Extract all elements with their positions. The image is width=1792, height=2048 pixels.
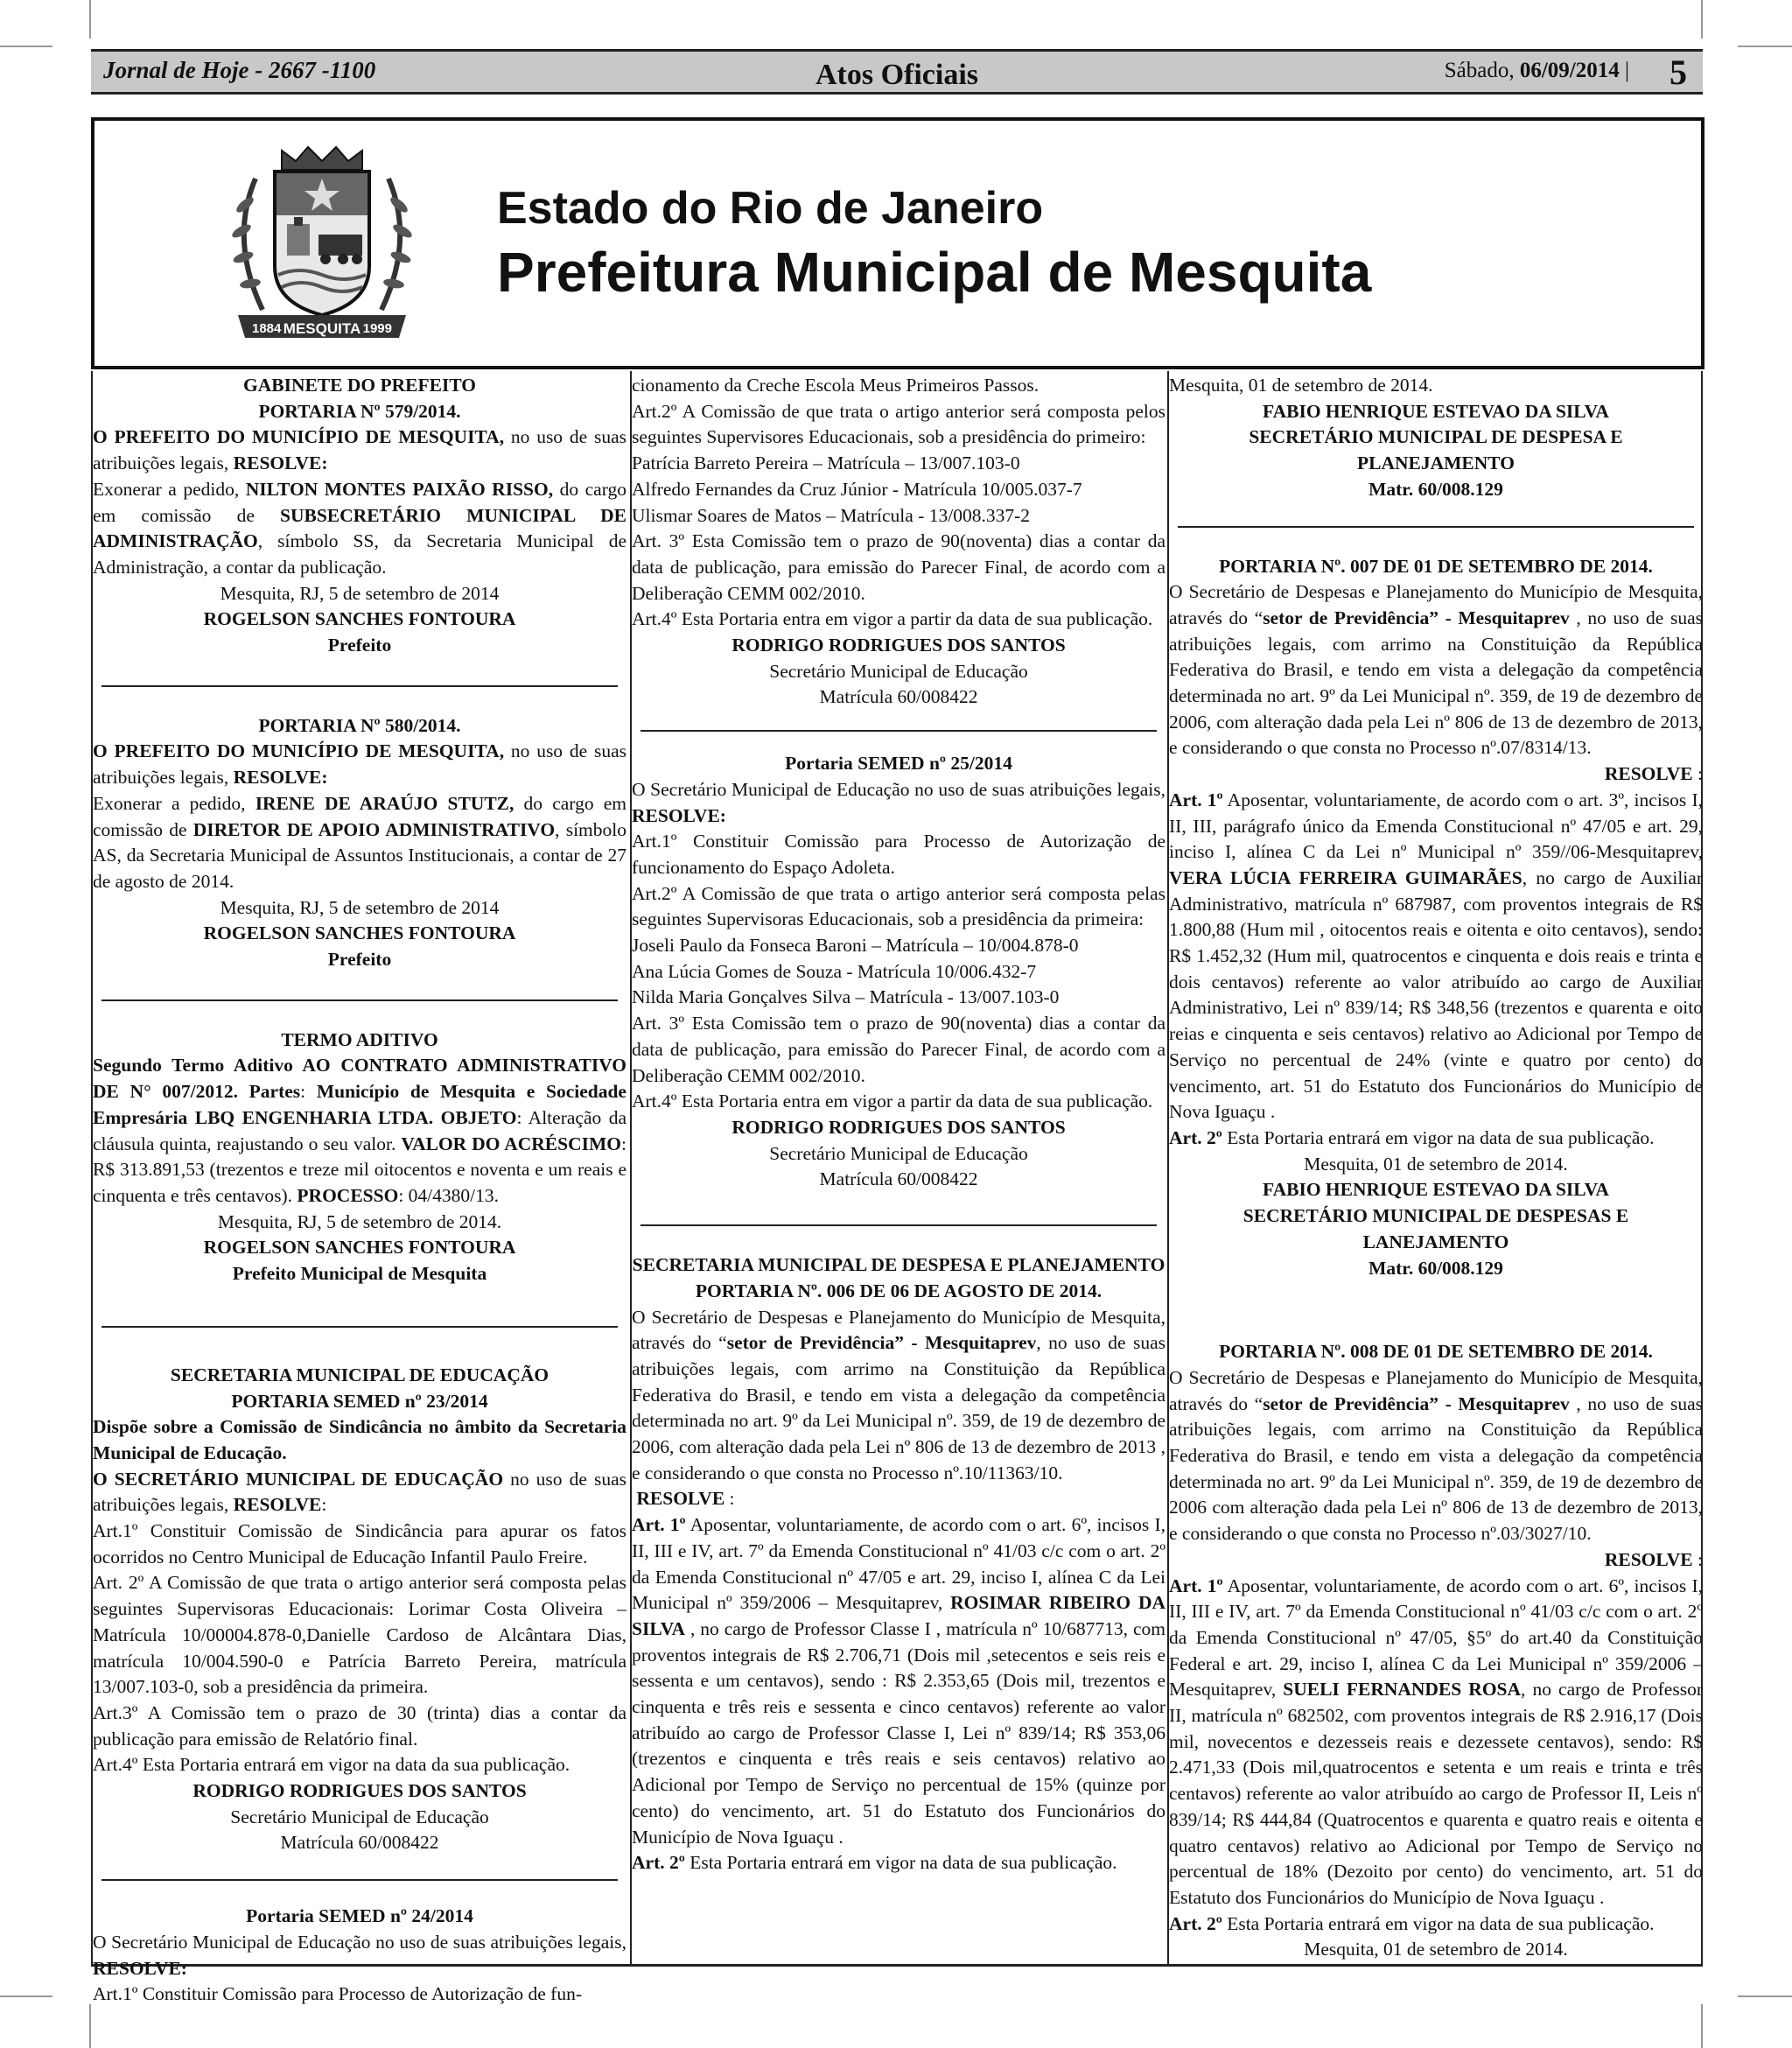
- act-title: PORTARIA SEMED nº 23/2014: [231, 1390, 488, 1412]
- crop-mark: [89, 0, 91, 39]
- act-article: Art. 2º A Comissão de que trata o artigo anterior será composta pelas seguintes Supervisoras Educacionais: Lorimar Costa Oliveira – Matrícula 10/00004.878-0,Danielle Cardoso de Alcântara Dias, matrícula 10/004.590-0 e Patrícia Barreto Pereira, matrícula 13/007.103-0, sob a presidência da primeira.: [93, 1572, 626, 1698]
- act-article: Art.4º Esta Portaria entrará em vigor na data da sua publicação.: [93, 1754, 570, 1776]
- section-org: SECRETARIA MUNICIPAL DE DESPESA E PLANEJAMENTO: [632, 1254, 1166, 1276]
- act-place: Mesquita, RJ, 5 de setembro de 2014.: [217, 1210, 502, 1232]
- act-matricula: Matrícula 60/008422: [280, 1832, 439, 1854]
- act-matricula: Matrícula 60/008422: [819, 1168, 978, 1190]
- act-role: SECRETÁRIO MUNICIPAL DE DESPESA E PLANEJAMENTO: [1249, 426, 1623, 474]
- act-signatory: ROGELSON SANCHES FONTOURA: [203, 1237, 516, 1259]
- act-intro: O SECRETÁRIO MUNICIPAL DE EDUCAÇÃO no uso de suas atribuições legais, RESOLVE:: [93, 1468, 626, 1516]
- municipal-crest-icon: [220, 144, 424, 341]
- act-article: Art. 1º Aposentar, voluntariamente, de acordo com o art. 6º, incisos I, II, III e IV, art. 7º da Emenda Constitucional nº 41/03 c/c com o art. 2º da Emenda Constitucional nº 47/05 e art. 29, inciso I, alínea C da Lei Municipal nº 359/2006 – Mesquitaprev, ROSIMAR RIBEIRO DA SILVA , no cargo de Professor Classe I , matrícula nº 10/687713, com proventos integrais de R$ 2.706,71 (Dois mil ,setecentos e seis reis e sessenta e um centavos), sendo : R$ 2.353,65 (Dois mil, trezentos e cinquenta e três reis e sessenta e cinco centavos) referente ao valor atribuído ao cargo de Professor Classe I, Lei nº 839/14; R$ 353,06 (trezentos e cinquenta e três reais e seis centavos) relativo ao Adicional por Tempo de Serviço no percentual de 15% (quinze por cento) do vencimento, art. 51 do Estatuto dos Funcionários do Município de Nova Iguaçu .: [632, 1514, 1166, 1848]
- act-place: Mesquita, 01 de setembro de 2014.: [1304, 1153, 1568, 1175]
- act-article: Art. 2º Esta Portaria entrará em vigor na data de sua publicação.: [1169, 1912, 1655, 1934]
- crop-mark: [1701, 2004, 1703, 2048]
- section-title: Atos Oficiais: [815, 59, 979, 91]
- act-place: Mesquita, RJ, 5 de setembro de 2014: [220, 896, 500, 918]
- act-article: Art.1º Constituir Comissão para Processo de Autorização de funcionamento do Espaço Adoleta.: [632, 831, 1166, 878]
- act-article: Art. 1º Aposentar, voluntariamente, de acordo com o art. 6º, incisos I, II, III e IV, art. 7º da Emenda Constitucional nº 41/03 c/c com o art. 2º da Emenda Constitucional nº 47/05, §5º do art.40 da Constituição Federal e art. 29, inciso I, alínea C da Lei Municipal nº 359/2006 – Mesquitaprev, SUELI FERNANDES ROSA, no cargo de Professor II, matrícula nº 682502, com proventos integrais de R$ 2.916,17 (Dois mil, novecentos e dezesseis reais e dezessete centavos), sendo: R$ 2.471,33 (Dois mil,quatrocentos e setenta e um reais e trinta e três centavos) referente ao valor atribuído ao cargo de Professor II, Leis nº 839/14; R$ 444,84 (Quatrocentos e quarenta e quatro reais e oitenta e quatro centavos) relativo ao Adicional por Tempo de Serviço no percentual de 18% (Dezoito por cento) do vencimento, art. 51 do Estatuto dos Funcionários do Município de Nova Iguaçu .: [1169, 1575, 1704, 1908]
- act-role: Prefeito: [327, 949, 392, 971]
- crop-mark: [1701, 0, 1703, 39]
- act-signatory: ROGELSON SANCHES FONTOURA: [203, 608, 516, 630]
- act-role: Prefeito Municipal de Mesquita: [232, 1263, 487, 1285]
- act-signatory: FABIO HENRIQUE ESTEVAO DA SILVA: [1263, 1179, 1609, 1201]
- act-article: Art. 2º Esta Portaria entrará em vigor na data de sua publicação.: [1169, 1126, 1655, 1148]
- masthead-prefeitura: Prefeitura Municipal de Mesquita: [497, 241, 1372, 304]
- act-intro: O Secretário de Despesas e Planejamento do Município de Mesquita, através do “setor de Previdência” - Mesquitaprev , no uso de suas atribuições legais, com arrimo na Constituição da República Federativa do Brasil, e tendo em vista a delegação da competência determinada no art. 9º da Lei Municipal nº. 359, de 19 de dezembro de 2006, com alteração dada pela Lei nº 806 de 13 de dezembro de 2013, e considerando o que consta no Processo nº.07/8314/13.: [1169, 581, 1703, 759]
- act-article: Art. 2º Esta Portaria entrará em vigor na data de sua publicação.: [632, 1852, 1117, 1874]
- act-article: Art.1º Constituir Comissão de Sindicância para apurar os fatos ocorridos no Centro Municipal de Educação Infantil Paulo Freire.: [93, 1520, 626, 1568]
- member-line: Nilda Maria Gonçalves Silva – Matrícula - 13/007.103-0: [632, 986, 1060, 1008]
- page-header: [91, 49, 1703, 95]
- act-title: PORTARIA Nº. 006 DE 06 DE AGOSTO DE 2014.: [695, 1280, 1102, 1301]
- act-intro: O Secretário de Despesas e Planejamento do Município de Mesquita, através do “setor de Previdência” - Mesquitaprev , no uso de suas atribuições legais, com arrimo na Constituição da República Federativa do Brasil, e tendo em vista a delegação da competência determinada no art. 9º da Lei Municipal nº. 359, de 19 de dezembro de 2006 com alteração dada pela Lei nº 806 de 13 de dezembro de 2013, e considerando o que consta no Processo nº.03/3027/10.: [1169, 1366, 1703, 1545]
- newspaper-name: Jornal de Hoje - 2667 -1100: [103, 57, 376, 83]
- act-signatory: RODRIGO RODRIGUES DOS SANTOS: [732, 635, 1066, 656]
- act-matricula: Matrícula 60/008422: [819, 686, 978, 708]
- masthead: [91, 117, 1704, 369]
- act-article: Art. 1º Aposentar, voluntariamente, de acordo com o art. 3º, incisos I, II, III, parágrafo único da Emenda Constitucional nº 47/05 e art. 29, inciso I, alínea C da Lei nº Municipal nº 359//06-Mesquitaprev, VERA LÚCIA FERREIRA GUIMARÃES, no cargo de Auxiliar Administrativo, matrícula nº 687987, com proventos integrais de R$ 1.800,88 (Hum mil , oitocentos reais e oitenta e oito centavos), sendo: R$ 1.452,32 (Hum mil, quatrocentos e cinquenta e dois reais e trinta e dois centavos) referente ao valor atribuído ao cargo de Auxiliar Administrativo, Lei nº 839/14; R$ 348,56 (trezentos e quarenta e oito reias e cinquenta e seis centavos) relativo ao Adicional por Tempo de Serviço no percentual de 24% (vinte e quatro por cento) do vencimento, art. 51 do Estatuto dos Funcionários do Município de Nova Iguaçu .: [1169, 789, 1704, 1123]
- act-article: Art. 3º Esta Comissão tem o prazo de 90(noventa) dias a contar da data de publicação, para emissão do Parecer Final, de acordo com a Deliberação CEMM 002/2010.: [632, 530, 1166, 604]
- act-body: Segundo Termo Aditivo AO CONTRATO ADMINISTRATIVO DE N° 007/2012. Partes: Município de Mesquita e Sociedade Empresária LBQ ENGENHARIA LTDA. OBJETO: Alteração da cláusula quinta, reajustando o seu valor. VALOR DO ACRÉSCIMO: R$ 313.891,53 (trezentos e treze mil oitocentos e noventa e um reais e cinquenta e três centavos). PROCESSO: 04/4380/13.: [93, 1055, 626, 1206]
- act-place: Mesquita, 01 de setembro de 2014.: [1304, 1939, 1568, 1960]
- masthead-state: Estado do Rio de Janeiro: [497, 183, 1044, 234]
- act-role: Prefeito: [327, 635, 392, 656]
- act-place: Mesquita, RJ, 5 de setembro de 2014: [220, 582, 500, 604]
- act-title: Portaria SEMED nº 24/2014: [246, 1905, 473, 1927]
- crop-mark: [0, 1995, 52, 1997]
- act-place: Mesquita, 01 de setembro de 2014.: [1169, 375, 1433, 396]
- act-resolve: RESOLVE :: [1604, 763, 1703, 785]
- crop-mark: [0, 46, 52, 47]
- act-title: PORTARIA Nº. 007 DE 01 DE SETEMBRO DE 2014.: [1219, 555, 1653, 577]
- member-line: Ulismar Soares de Matos – Matrícula - 13/008.337-2: [632, 504, 1030, 526]
- column-1: [93, 373, 626, 2008]
- act-resolve: RESOLVE :: [636, 1488, 735, 1510]
- act-title: TERMO ADITIVO: [281, 1028, 438, 1050]
- crop-mark: [89, 2004, 91, 2048]
- section-org: GABINETE DO PREFEITO: [242, 375, 477, 396]
- act-article: Art.4º Esta Portaria entra em vigor a partir da data de sua publicação.: [632, 1091, 1153, 1112]
- act-body: Exonerar a pedido, NILTON MONTES PAIXÃO RISSO, do cargo em comissão de SUBSECRETÁRIO MUNICIPAL DE ADMINISTRAÇÃO, símbolo SS, da Secretaria Municipal de Administração, a contar da publicação.: [93, 478, 626, 578]
- act-article: Art.3º A Comissão tem o prazo de 30 (trinta) dias a contar da publicação para emissão de Relatório final.: [93, 1701, 626, 1750]
- column-3: [1169, 373, 1703, 1963]
- crop-mark: [1738, 46, 1792, 47]
- act-ementa: Dispõe sobre a Comissão de Sindicância no âmbito da Secretaria Municipal de Educação.: [93, 1416, 626, 1463]
- act-article: Art.4º Esta Portaria entra em vigor a partir da data de sua publicação.: [632, 608, 1153, 630]
- act-title: PORTARIA Nº. 008 DE 01 DE SETEMBRO DE 2014.: [1219, 1341, 1653, 1363]
- act-role: SECRETÁRIO MUNICIPAL DE DESPESAS E LANEJAMENTO: [1242, 1205, 1629, 1252]
- act-article: Art.2º A Comissão de que trata o artigo anterior será composta pelas seguintes Supervisoras Educacionais, sob a presidência da primeira:: [632, 882, 1166, 930]
- member-line: Patrícia Barreto Pereira – Matrícula – 13/007.103-0: [632, 452, 1020, 474]
- act-matricula: Matr. 60/008.129: [1368, 1257, 1503, 1279]
- crest-name: MESQUITA: [283, 320, 361, 337]
- page-number: 5: [1670, 53, 1687, 92]
- act-title: PORTARIA Nº 580/2014.: [258, 714, 461, 736]
- act-resolve: RESOLVE :: [1604, 1548, 1703, 1570]
- act-signatory: RODRIGO RODRIGUES DOS SANTOS: [732, 1116, 1066, 1138]
- act-intro: O Secretário Municipal de Educação no uso de suas atribuições legais, RESOLVE:: [632, 778, 1166, 826]
- issue-date: Sábado, 06/09/2014 |: [1444, 59, 1629, 82]
- act-signatory: ROGELSON SANCHES FONTOURA: [203, 922, 516, 944]
- act-intro: O Secretário de Despesas e Planejamento do Município de Mesquita, através do “setor de Previdência” - Mesquitaprev, no uso de suas atribuições legais, com arrimo na Constituição da República Federativa do Brasil, e tendo em vista a delegação da competência determinada no art. 9º da Lei Municipal nº. 359, de 19 de dezembro de 2006, com alteração dada pela Lei nº 806 de 13 de dezembro de 2013 , e considerando o que consta no Processo nº.10/11363/10.: [632, 1306, 1166, 1483]
- act-signatory: RODRIGO RODRIGUES DOS SANTOS: [192, 1780, 527, 1802]
- act-intro: O Secretário Municipal de Educação no uso de suas atribuições legais, RESOLVE:: [93, 1931, 626, 1979]
- act-body: Exonerar a pedido, IRENE DE ARAÚJO STUTZ, do cargo em comissão de DIRETOR DE APOIO ADMINISTRATIVO, símbolo AS, da Secretaria Municipal de Assuntos Institucionais, a contar de 27 de agosto de 2014.: [93, 792, 627, 892]
- section-org: SECRETARIA MUNICIPAL DE EDUCAÇÃO: [170, 1364, 550, 1385]
- act-article: Art.2º A Comissão de que trata o artigo anterior será composta pelos seguintes Supervisores Educacionais, sob a presidência do primeiro:: [632, 400, 1166, 448]
- act-intro: O PREFEITO DO MUNICÍPIO DE MESQUITA, no uso de suas atribuições legais, RESOLVE:: [93, 740, 626, 789]
- act-role: Secretário Municipal de Educação: [769, 660, 1028, 682]
- act-article: Art. 3º Esta Comissão tem o prazo de 90(noventa) dias a contar da data de publicação, para emissão do Parecer Final, de acordo com a Deliberação CEMM 002/2010.: [632, 1013, 1166, 1086]
- act-continuation: cionamento da Creche Escola Meus Primeiros Passos.: [632, 375, 1040, 396]
- act-intro: O PREFEITO DO MUNICÍPIO DE MESQUITA, no uso de suas atribuições legais, RESOLVE:: [93, 426, 626, 474]
- act-matricula: Matr. 60/008.129: [1368, 478, 1503, 500]
- act-article: Art.1º Constituir Comissão para Processo de Autorização de fun-: [93, 1983, 582, 2005]
- member-line: Joseli Paulo da Fonseca Baroni – Matrícula – 10/004.878-0: [632, 935, 1079, 957]
- member-line: Alfredo Fernandes da Cruz Júnior - Matrícula 10/005.037-7: [632, 478, 1082, 500]
- act-role: Secretário Municipal de Educação: [230, 1806, 489, 1827]
- crest-year-right: 1999: [362, 321, 392, 336]
- member-line: Ana Lúcia Gomes de Souza - Matrícula 10/006.432-7: [632, 960, 1037, 982]
- act-title: PORTARIA Nº 579/2014.: [258, 400, 461, 422]
- act-role: Secretário Municipal de Educação: [769, 1142, 1028, 1164]
- crest-year-left: 1884: [252, 321, 282, 336]
- column-2: [632, 373, 1166, 1876]
- act-title: Portaria SEMED nº 25/2014: [785, 753, 1012, 775]
- act-signatory: FABIO HENRIQUE ESTEVAO DA SILVA: [1263, 400, 1609, 422]
- crop-mark: [1738, 1995, 1792, 1997]
